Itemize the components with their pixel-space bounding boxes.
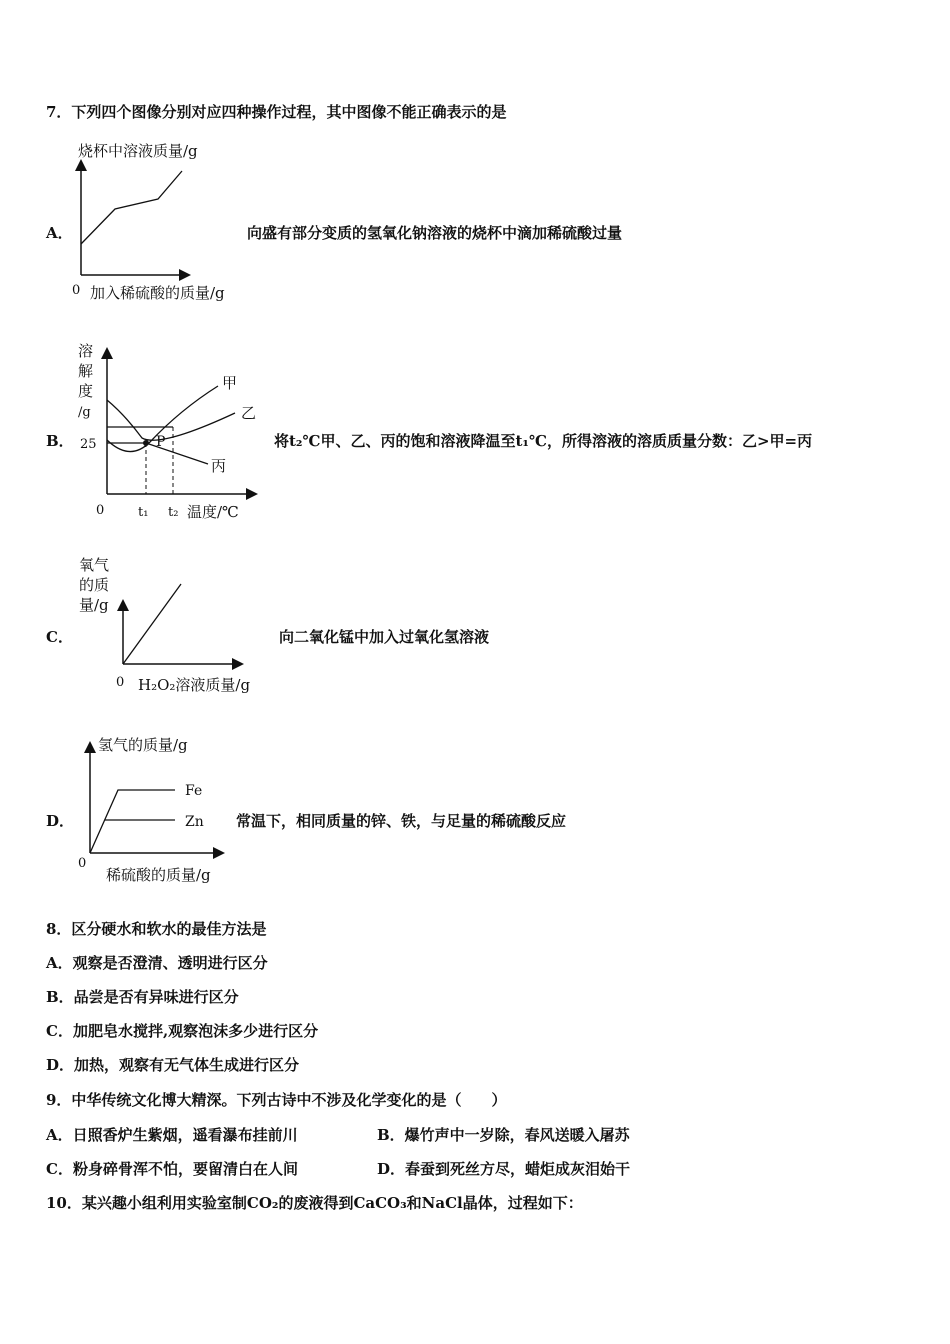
chart-d-xlabel: 稀硫酸的质量/g [106,866,211,884]
q7-option-a-text: 向盛有部分变质的氢氧化钠溶液的烧杯中滴加稀硫酸过量 [247,224,623,242]
chart-d-ylabel: 氢气的质量/g [98,736,188,754]
chart-b [70,340,270,525]
q8-option-d: D．加热，观察有无气体生成进行区分 [46,1056,300,1074]
chart-b-x-tick-t1: t₁ [138,505,149,520]
chart-b-origin: 0 [96,503,105,518]
chart-d-series-fe: Fe [185,783,203,799]
chart-b-ylabel-2: 解 [78,362,94,380]
q10-stem: 10．某兴趣小组利用实验室制CO₂的废液得到CaCO₃和NaCl晶体，过程如下： [46,1194,583,1212]
chart-a-curve [81,171,182,244]
chart-d-curve-fe [90,790,175,853]
q8-stem: 8．区分硬水和软水的最佳方法是 [46,920,267,938]
chart-b-series-yi: 乙 [241,404,257,422]
chart-d [72,732,242,892]
chart-c-xlabel: H₂O₂溶液质量/g [138,676,251,694]
chart-c [76,552,266,702]
chart-b-point-label: P [156,434,166,450]
chart-c-ylabel-3: 量/g [79,596,109,614]
chart-b-xlabel: 温度/℃ [187,503,239,521]
chart-b-curve-yi [107,400,235,440]
chart-b-series-bing: 丙 [211,457,227,475]
q9-stem: 9．中华传统文化博大精深。下列古诗中不涉及化学变化的是（ ） [46,1091,507,1109]
chart-c-ylabel-1: 氧气 [79,556,110,574]
chart-a [68,140,258,310]
q9-option-c: C．粉身碎骨浑不怕，要留清白在人间 [46,1160,298,1178]
chart-c-ylabel-2: 的质 [79,576,110,594]
chart-c-origin: 0 [116,675,125,690]
q9-option-b: B．爆竹声中一岁除，春风送暖入屠苏 [377,1126,630,1144]
chart-b-y-tick: 25 [80,437,97,452]
chart-b-ylabel-1: 溶 [78,342,94,360]
q8-option-b: B．品尝是否有异味进行区分 [46,988,239,1006]
chart-a-origin: 0 [72,283,81,298]
q7-option-c-text: 向二氧化锰中加入过氧化氢溶液 [279,628,490,646]
chart-a-ylabel: 烧杯中溶液质量/g [78,142,198,160]
chart-d-series-zn: Zn [185,814,204,830]
q9-option-a: A．日照香炉生紫烟，遥看瀑布挂前川 [46,1126,298,1144]
chart-b-point-p [143,440,149,446]
q8-option-a: A．观察是否澄清、透明进行区分 [46,954,268,972]
chart-c-curve [123,584,181,664]
chart-d-origin: 0 [78,856,87,871]
chart-b-x-tick-t2: t₂ [168,505,179,520]
q7-option-d-text: 常温下，相同质量的锌、铁，与足量的稀硫酸反应 [236,812,567,830]
q7-option-c-label: C． [46,628,73,646]
chart-b-series-jia: 甲 [222,374,238,392]
q7-option-b-text: 将t₂℃甲、乙、丙的饱和溶液降温至t₁℃，所得溶液的溶质质量分数：乙>甲=丙 [274,432,813,450]
q7-option-b-label: B． [46,432,74,450]
q7-option-d-label: D． [46,812,75,830]
chart-b-ylabel-3: 度 [78,382,94,400]
q7-stem: 7．下列四个图像分别对应四种操作过程，其中图像不能正确表示的是 [46,103,507,121]
q7-option-a-label: A． [46,224,73,242]
q9-option-d: D．春蚕到死丝方尽，蜡炬成灰泪始干 [377,1160,631,1178]
chart-a-xlabel: 加入稀硫酸的质量/g [90,284,225,302]
chart-b-ylabel-4: /g [78,405,91,420]
q8-option-c: C．加肥皂水搅拌,观察泡沫多少进行区分 [46,1022,319,1040]
